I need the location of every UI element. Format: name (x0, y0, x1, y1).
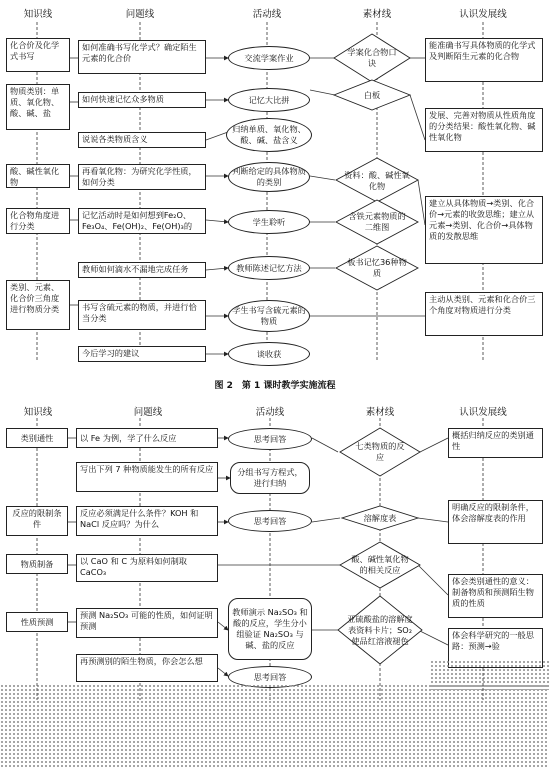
development-box: 体会类别通性的意义：制备物质和预测陌生物质的性质 (448, 574, 543, 618)
column-header-materials: 素材线 (365, 407, 395, 418)
question-box: 以 CaO 和 C 为原料如何制取 CaCO₃ (76, 554, 218, 582)
activity-ellipse: 学生书写含硫元素的物质 (228, 300, 310, 332)
knowledge-box: 物质类别：单质、氧化物、酸、碱、盐 (6, 84, 70, 130)
column-header-development: 认识发展线 (459, 407, 507, 418)
activity-ellipse: 教师陈述记忆方法 (228, 256, 310, 280)
development-box: 建立从具体物质→类别、化合价→元素的收敛思维；建立从元素→类别、化合价→具体物质的发散思维 (425, 196, 543, 264)
column-header-activities: 活动线 (255, 407, 285, 418)
question-box: 如何快速记忆众多物质 (78, 92, 206, 108)
column-header-questions: 问题线 (125, 9, 155, 20)
material-diamond: 溶解度表 (363, 512, 397, 523)
column-header-activities: 活动线 (252, 9, 282, 20)
development-box: 明确反应的限制条件，体会溶解度表的作用 (448, 500, 543, 544)
material-diamond: 学案化合物口诀 (347, 47, 397, 68)
activity-ellipse: 思考回答 (228, 666, 312, 688)
knowledge-box: 化合物角度进行分类 (6, 208, 70, 234)
column-header-questions: 问题线 (133, 407, 163, 418)
column-header-knowledge: 知识线 (23, 407, 53, 418)
material-diamond: 亚硫酸盐的溶解度表资料卡片；SO₂ 使品红溶液褪色 (347, 613, 413, 646)
development-box: 发展、完善对物质从性质角度的分类结果：酸性氧化物、碱性氧化物 (425, 108, 543, 152)
activity-ellipse: 学生聆听 (228, 210, 310, 234)
material-diamond: 资料：酸、碱性氧化物 (344, 170, 410, 191)
material-diamond: 含铁元素物质的二维图 (348, 211, 406, 232)
knowledge-box: 反应的限制条件 (6, 506, 68, 536)
activity-box: 教师演示 Na₂SO₃ 和酸的反应，学生分小组验证 Na₂SO₃ 与碱、盐的反应 (228, 598, 312, 660)
question-box: 写出下列 7 种物质能发生的所有反应 (76, 462, 218, 492)
question-box: 记忆活动时是如何想到Fe₂O、Fe₃O₄、Fe(OH)₂、Fe(OH)₃的 (78, 208, 206, 234)
question-box: 再预测别的陌生物质，你会怎么想 (76, 654, 218, 682)
material-diamond: 七类物质的反应 (355, 441, 405, 462)
halftone-pattern (0, 684, 549, 768)
question-box: 反应必须满足什么条件？KOH 和 NaCl 反应吗？为什么 (76, 506, 218, 536)
knowledge-box: 类别、元素、化合价三角度进行物质分类 (6, 280, 70, 330)
question-box: 以 Fe 为例，学了什么反应 (76, 428, 218, 448)
development-box: 体会科学研究的一般思路：预测→验 (448, 628, 543, 668)
material-diamond: 酸、碱性氧化物的相关反应 (351, 554, 409, 575)
knowledge-box: 类别通性 (6, 428, 68, 448)
activity-ellipse: 谈收获 (228, 342, 310, 366)
activity-ellipse: 思考回答 (228, 510, 312, 532)
question-box: 说说各类物质含义 (78, 132, 206, 148)
column-header-materials: 素材线 (362, 9, 392, 20)
figure-caption: 图 2 第 1 课时教学实施流程 (214, 381, 336, 391)
development-box: 概括归纳反应的类别通性 (448, 428, 543, 458)
development-box: 能准确书写具体物质的化学式及判断陌生元素的化合物 (425, 38, 543, 82)
column-header-knowledge: 知识线 (23, 9, 53, 20)
question-box: 预测 Na₂SO₃ 可能的性质，如何证明预测 (76, 608, 218, 638)
knowledge-box: 酸、碱性氧化物 (6, 164, 70, 188)
development-box: 主动从类别、元素和化合价三个角度对物质进行分类 (425, 292, 543, 336)
material-diamond: 板书记忆36种物质 (347, 257, 407, 278)
activity-ellipse: 归纳单质、氧化物、酸、碱、盐含义 (226, 118, 312, 152)
knowledge-box: 化合价及化学式书写 (6, 38, 70, 72)
activity-ellipse: 思考回答 (228, 428, 312, 450)
activity-ellipse: 交流学案作业 (228, 46, 310, 70)
activity-ellipse: 判断给定的具体物质的类别 (228, 162, 310, 192)
question-box: 如何准确书写化学式？确定陌生元素的化合价 (78, 40, 206, 74)
knowledge-box: 性质预测 (6, 612, 68, 632)
question-box: 书写含硫元素的物质，并进行恰当分类 (78, 300, 206, 330)
question-box: 今后学习的建议 (78, 346, 206, 362)
knowledge-box: 物质制备 (6, 554, 68, 574)
halftone-pattern (430, 660, 549, 690)
activity-box: 分组书写方程式，进行归纳 (230, 462, 310, 494)
activity-ellipse: 记忆大比拼 (228, 88, 310, 112)
column-header-development: 认识发展线 (459, 9, 507, 20)
question-box: 教师如何滴水不漏地完成任务 (78, 262, 206, 278)
question-box: 再看氧化物：为研究化学性质，如何分类 (78, 164, 206, 190)
material-diamond: 白板 (363, 89, 381, 100)
